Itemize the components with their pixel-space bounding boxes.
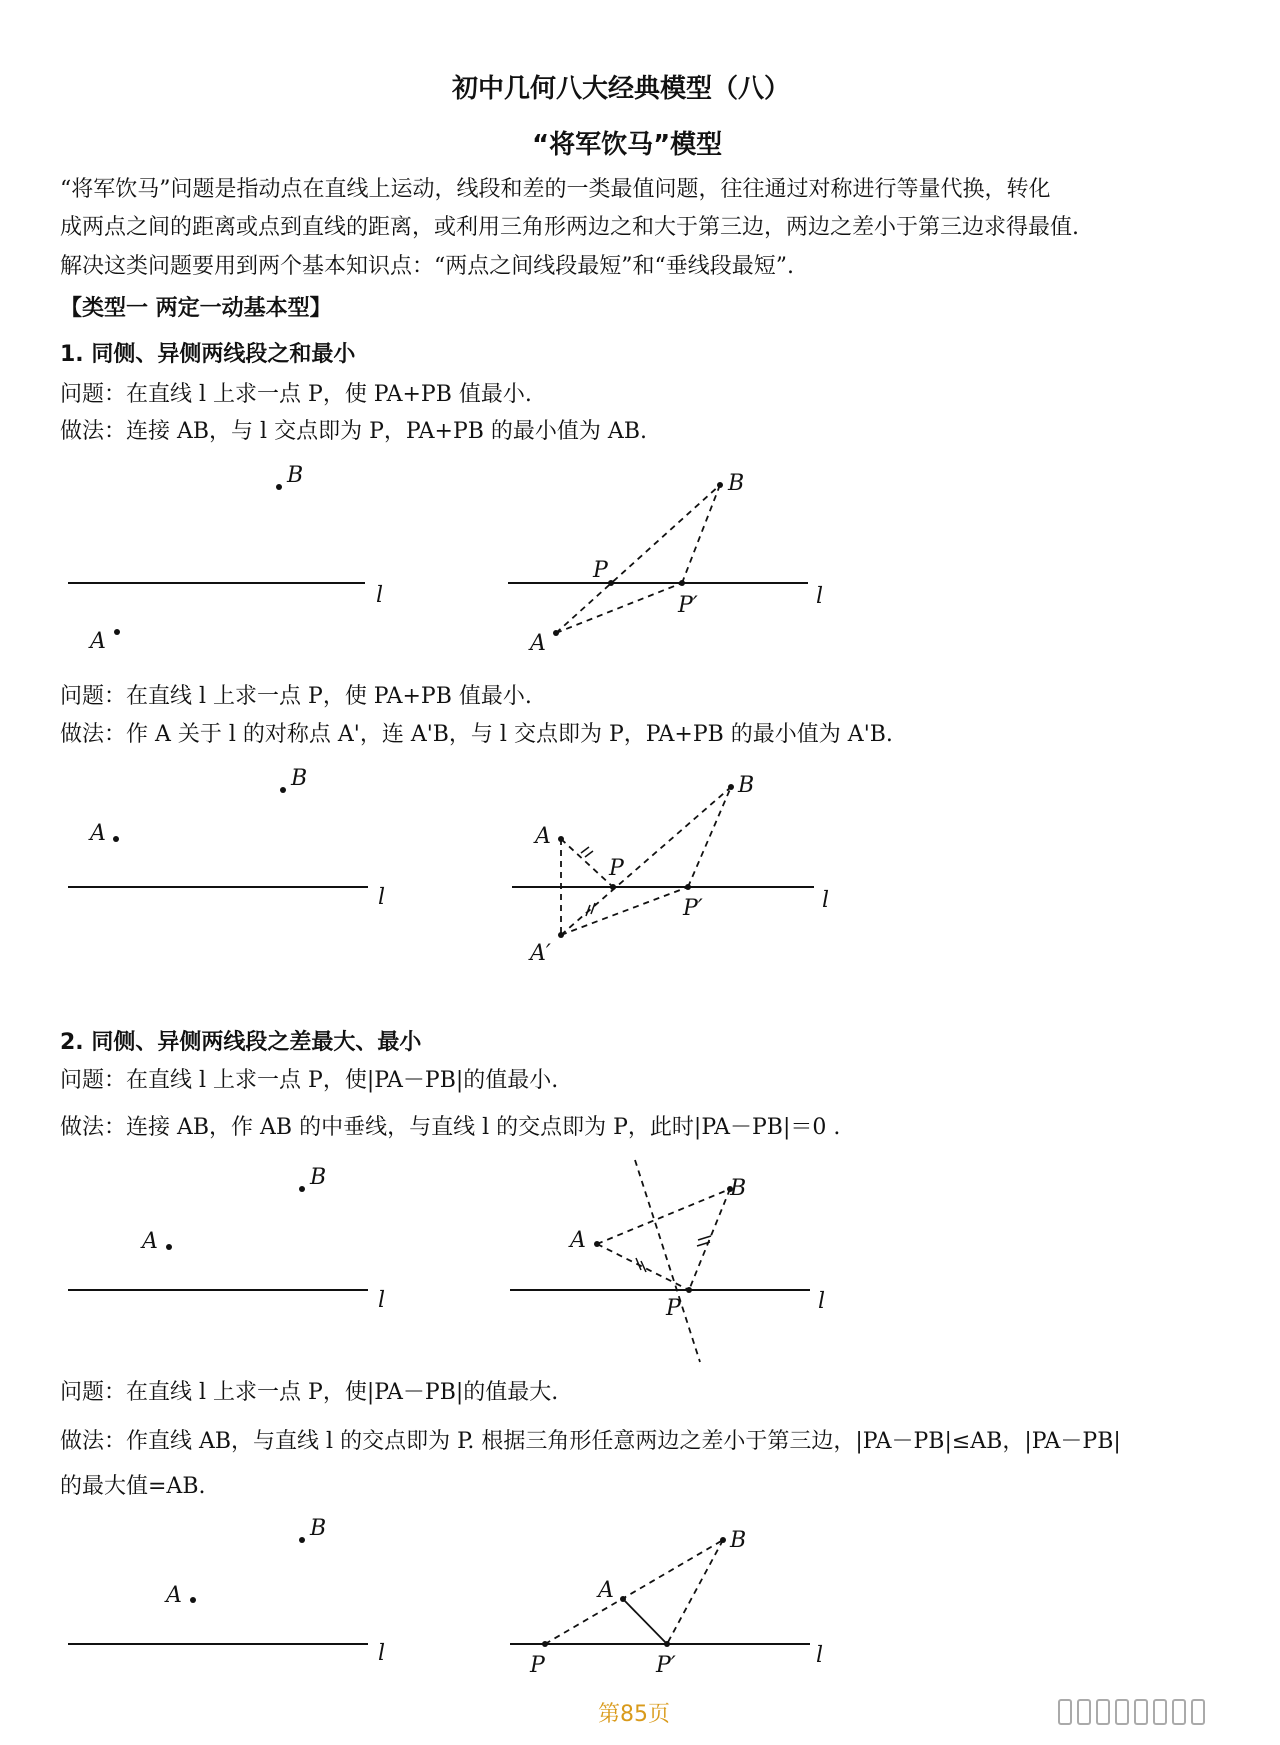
part1-question-2: 问题：在直线 l 上求一点 P，使 PA+PB 值最小. bbox=[60, 684, 532, 709]
label-B: B bbox=[730, 1528, 747, 1553]
point-B bbox=[299, 1537, 305, 1543]
fig4-right-group bbox=[510, 1528, 823, 1678]
part1-method-1: 做法：连接 AB，与 l 交点即为 P，PA+PB 的最小值为 AB. bbox=[60, 419, 647, 444]
point-A bbox=[553, 630, 559, 636]
label-l: l bbox=[822, 888, 830, 913]
point-A bbox=[594, 1241, 600, 1247]
part1-question-1: 问题：在直线 l 上求一点 P，使 PA+PB 值最小. bbox=[60, 382, 532, 407]
label-B: B bbox=[287, 463, 304, 488]
label-P: P bbox=[609, 856, 624, 881]
label-B: B bbox=[738, 773, 755, 798]
part2-heading: 2. 同侧、异侧两线段之差最大、最小 bbox=[60, 1030, 422, 1055]
point-A bbox=[166, 1244, 172, 1250]
label-A: A bbox=[530, 631, 546, 656]
fig1-right-group bbox=[508, 471, 823, 656]
segment-A-prime-P-prime bbox=[561, 887, 688, 935]
segment-BP-prime bbox=[688, 787, 731, 887]
point-A bbox=[114, 629, 120, 635]
fig3-right-group bbox=[510, 1160, 825, 1362]
tick-mark bbox=[585, 851, 593, 857]
intro-line-2: 成两点之间的距离或点到直线的距离，或利用三角形两边之和大于第三边，两边之差小于第三边求得最值. bbox=[60, 215, 1079, 240]
segment-BP-prime bbox=[667, 1540, 723, 1644]
point-B bbox=[299, 1186, 305, 1192]
label-A: A bbox=[90, 821, 106, 846]
segment-BP bbox=[689, 1189, 730, 1290]
part2-method-2: 做法：作直线 AB，与直线 l 的交点即为 P. 根据三角形任意两边之差小于第三边，|PA－PB|≤AB，|PA－PB| bbox=[60, 1429, 1121, 1454]
point-P-prime bbox=[685, 884, 691, 890]
part2-method-1: 做法：连接 AB，作 AB 的中垂线，与直线 l 的交点即为 P，此时|PA－PB|＝0 . bbox=[60, 1115, 841, 1140]
point-B bbox=[280, 787, 286, 793]
watermark-mark bbox=[1058, 1699, 1205, 1725]
tick-mark bbox=[641, 1261, 646, 1272]
label-l: l bbox=[378, 1641, 386, 1666]
label-P-prime: P′ bbox=[656, 1653, 676, 1678]
intro-line-1: “将军饮马”问题是指动点在直线上运动，线段和差的一类最值问题，往往通过对称进行等量代换，转化 bbox=[60, 177, 1051, 202]
page-subtitle: “将军饮马”模型 bbox=[532, 130, 723, 160]
part2-method-2-cont: 的最大值=AB. bbox=[60, 1474, 206, 1499]
point-A bbox=[558, 836, 564, 842]
label-A: A bbox=[570, 1228, 586, 1253]
tick-mark bbox=[591, 903, 595, 914]
fig3-left-group bbox=[68, 1165, 385, 1313]
label-P-prime: P′ bbox=[678, 593, 698, 618]
label-B: B bbox=[730, 1176, 747, 1201]
tick-mark bbox=[581, 847, 589, 853]
point-B bbox=[720, 1537, 726, 1543]
label-B: B bbox=[728, 471, 745, 496]
label-l: l bbox=[816, 1643, 824, 1668]
label-l: l bbox=[818, 1289, 826, 1314]
label-A: A bbox=[142, 1229, 158, 1254]
label-A: A bbox=[535, 824, 551, 849]
label-l: l bbox=[378, 885, 386, 910]
point-B bbox=[276, 484, 282, 490]
label-P: P bbox=[593, 558, 608, 583]
fig2-right-group bbox=[512, 773, 829, 966]
intro-line-3: 解决这类问题要用到两个基本知识点：“两点之间线段最短”和“垂线段最短”. bbox=[60, 254, 794, 279]
perpendicular-bisector bbox=[635, 1160, 700, 1362]
label-l: l bbox=[816, 584, 824, 609]
part1-heading: 1. 同侧、异侧两线段之和最小 bbox=[60, 342, 356, 367]
fig4-left-group bbox=[68, 1516, 385, 1666]
label-A: A bbox=[598, 1578, 614, 1603]
label-B: B bbox=[310, 1516, 327, 1541]
point-A bbox=[620, 1596, 626, 1602]
fig2-left-group bbox=[68, 766, 385, 910]
segment-AP-prime bbox=[623, 1599, 667, 1644]
point-P bbox=[608, 580, 614, 586]
point-P-prime bbox=[679, 580, 685, 586]
label-A: A bbox=[166, 1583, 182, 1608]
label-l: l bbox=[378, 1288, 386, 1313]
point-A bbox=[113, 836, 119, 842]
page-title: 初中几何八大经典模型（八） bbox=[452, 74, 791, 104]
point-A bbox=[190, 1597, 196, 1603]
part2-question-2: 问题：在直线 l 上求一点 P，使|PA－PB|的值最大. bbox=[60, 1380, 559, 1405]
point-A-prime bbox=[558, 932, 564, 938]
line-AB-extended bbox=[545, 1540, 723, 1644]
label-A-prime: A′ bbox=[530, 941, 551, 966]
label-A: A bbox=[90, 629, 106, 654]
section-heading: 【类型一 两定一动基本型】 bbox=[60, 296, 332, 321]
point-B bbox=[717, 482, 723, 488]
label-P: P bbox=[530, 1653, 545, 1678]
point-P-prime bbox=[664, 1641, 670, 1647]
segment-AP-prime bbox=[556, 583, 682, 633]
point-B bbox=[728, 784, 734, 790]
tick-mark bbox=[698, 1236, 711, 1240]
fig1-left-group bbox=[68, 463, 383, 654]
point-P bbox=[610, 884, 616, 890]
segment-AP bbox=[561, 839, 613, 887]
segment-BP-prime bbox=[682, 485, 720, 583]
point-P bbox=[686, 1287, 692, 1293]
point-P bbox=[542, 1641, 548, 1647]
part1-method-2: 做法：作 A 关于 l 的对称点 A'，连 A'B，与 l 交点即为 P，PA+PB 的最小值为 A'B. bbox=[60, 722, 893, 747]
label-l: l bbox=[376, 583, 384, 608]
label-P-prime: P′ bbox=[683, 896, 703, 921]
label-B: B bbox=[291, 766, 308, 791]
label-B: B bbox=[310, 1165, 327, 1190]
page-number: 第85页 bbox=[598, 1702, 670, 1727]
part2-question-1: 问题：在直线 l 上求一点 P，使|PA－PB|的值最小. bbox=[60, 1068, 559, 1093]
label-P: P bbox=[666, 1296, 681, 1321]
